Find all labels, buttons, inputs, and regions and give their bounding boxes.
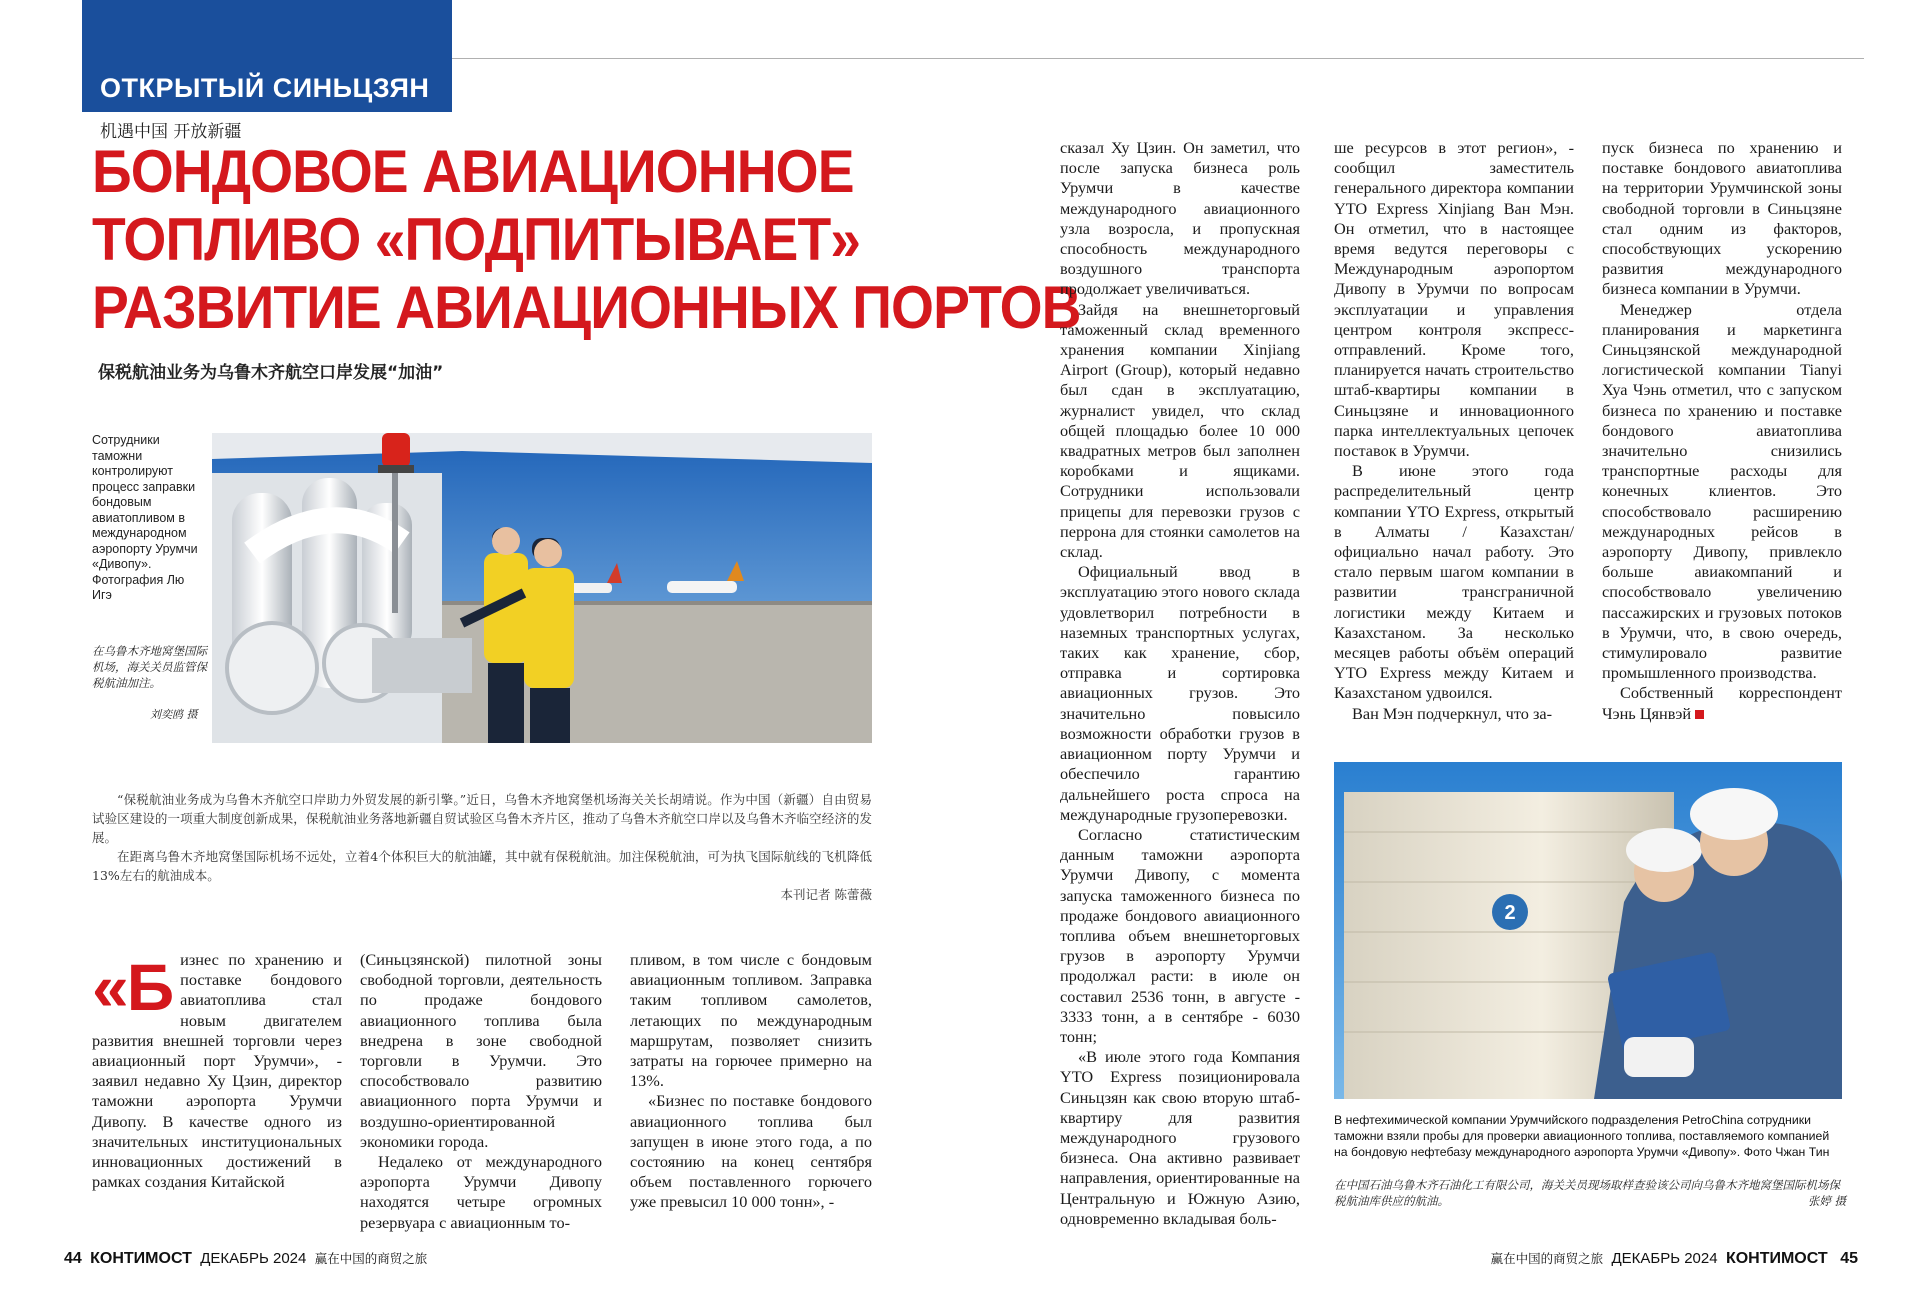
body-paragraph: пуск бизнеса по хранению и поставке бондового авиатоплива на территории Урумчинской зоны свободной торговли в Синьцзяне стал одним из факторов, способствующих ускорению развития международного бизнеса компании в Урумчи. bbox=[1602, 138, 1842, 299]
sampling-photo bbox=[1334, 762, 1842, 1099]
cn-lead-paragraph: “保税航油业务成为乌鲁木齐航空口岸助力外贸发展的新引擎。”近日，乌鲁木齐地窝堡机场海关关长胡靖说。作为中国（新疆）自由贸易试验区建设的一项重大制度创新成果，保税航油业务落地新疆自贸试验区乌鲁木齐片区，推动了乌鲁木齐航空口岸以及乌鲁木齐临空经济的发展。 bbox=[92, 792, 872, 845]
body-paragraph: Менеджер отдела планирования и маркетинга Синьцзянской международной логистической компании Tianyi Хуа Чэнь отметил, что с запуском бизнеса по хранению и поставке бондового авиатоплива значительно снизились транспортные расходы для конечных клиентов. Это способствовало расширению международных рейсов в аэропорту Дивопу, привлекло больше авиакомпаний и способствовало увеличению пассажирских и грузовых потоков в Урумчи, что, в свою очередь, стимулировало развитие промышленного производства. bbox=[1602, 299, 1842, 683]
photo1-credit-cn: 刘奕鸥 摄 bbox=[150, 708, 198, 721]
footer-slogan-cn: 赢在中国的商贸之旅 bbox=[1490, 1251, 1604, 1266]
photo1-caption: Сотрудники таможни контролируют процесс заправки бондовым авиатопливом в международном аэропорту Урумчи «Дивопу». Фотография Лю Игэ bbox=[92, 433, 198, 602]
end-mark-icon bbox=[1695, 710, 1704, 719]
magazine-brand: КОНТИМОСТ bbox=[90, 1250, 192, 1267]
body-paragraph: Недалеко от международного аэропорта Урумчи Дивопу находятся четыре огромных резервуара с авиационным то- bbox=[360, 1152, 602, 1232]
photo2-caption-cn-text: 在中国石油乌鲁木齐石油化工有限公司，海关关员现场取样查验该公司向乌鲁木齐地窝堡国际机场保税航油库供应的航油。 bbox=[1334, 1178, 1840, 1208]
cn-lead-paragraph: 在距离乌鲁木齐地窝堡国际机场不远处，立着4个体积巨大的航油罐，其中就有保税航油。加注保税航油，可为执飞国际航线的飞机降低13%左右的航油成本。 bbox=[92, 849, 872, 883]
page-number: 45 bbox=[1840, 1250, 1858, 1267]
author-signature bbox=[1602, 683, 1842, 723]
cn-tagline: 机遇中国 开放新疆 bbox=[100, 122, 242, 142]
title-line: БОНДОВОЕ АВИАЦИОННОЕ bbox=[92, 138, 854, 205]
body-paragraph: Официальный ввод в эксплуатацию этого нового склада удовлетворил потребности в наземных транспортных услугах, таких как хранение, сбор, отправка и сортировка авиационных грузов. Это значительно повысило возможности обработки грузов в авиационном порту Урумчи и обеспечило гарантию дальнейшего роста спроса на международные грузоперевозки. bbox=[1060, 562, 1300, 824]
author-name: Собственный корреспондент Чэнь Цянвэй bbox=[1602, 683, 1842, 723]
page-number: 44 bbox=[64, 1250, 82, 1267]
body-paragraph: Ван Мэн подчеркнул, что за- bbox=[1352, 703, 1553, 723]
body-paragraph: В июне этого года распределительный центр компании YTO Express, открытый в Алматы / Казахстан/ официально начал работу. Это стало первым шагом компании в развитии трансграничной логистики между Китаем и Казахстаном. За несколько месяцев работы объём операций YTO Express между Китаем и Казахстаном удвоился. bbox=[1334, 461, 1574, 703]
tank-number: 2 bbox=[1504, 902, 1516, 924]
body-paragraph: изнес по хранению и поставке бондового авиатоплива стал новым двигателем развития внешней торговли через авиационный порт Урумчи», - заявил недавно Ху Цзин, директор таможни аэропорта Урумчи Дивопу. В качестве одного из значительных институциональных инновационных достижений в рамках создания Китайской bbox=[92, 950, 342, 1192]
footer-right bbox=[1491, 1249, 1858, 1268]
photo2-caption: В нефтехимической компании Урумчийского подразделения PetroChina сотрудники таможни взяли пробы для проверки авиационного топлива, поставляемого компанией на бондовую нефтебазу международного аэропорта Урумчи «Дивопу». Фото Чжан Тин bbox=[1334, 1113, 1830, 1159]
photo2-credit-cn: 张婷 摄 bbox=[1807, 1194, 1846, 1208]
fueling-photo bbox=[212, 433, 872, 743]
title-line: РАЗВИТИЕ АВИАЦИОННЫХ ПОРТОВ bbox=[92, 274, 1081, 341]
body-paragraph: (Синьцзянской) пилотной зоны свободной торговли, деятельность по продаже бондового авиационного топлива была внедрена в зоне свободной торговли в Урумчи. Это способствовало развитию авиационного порта Урумчи и воздушно-ориентированной экономики города. bbox=[360, 950, 602, 1151]
body-paragraph: «В июле этого года Компания YTO Express позиционировала Синьцзян как свою вторую штаб-квартиру для развития международного грузового бизнеса. Она активно развивает направления, ориентированные на Центральную и Южную Азию, одновременно вкладывая боль- bbox=[1060, 1047, 1300, 1228]
dropcap: «Б bbox=[92, 950, 173, 1024]
top-rule bbox=[452, 58, 1864, 59]
issue-date: ДЕКАБРЬ 2024 bbox=[200, 1250, 307, 1267]
issue-date: ДЕКАБРЬ 2024 bbox=[1611, 1250, 1718, 1267]
body-paragraph: ше ресурсов в этот регион», - сообщил заместитель генерального директора компании YTO Express Xinjiang Ван Мэн. Он отметил, что в настоящее время ведутся переговоры с Международным аэропортом Дивопу в Урумчи по вопросам эксплуатации и управления центром контроля экспресс-отправлений. Кроме того, планируется начать строительство штаб-квартиры компании в Синьцзяне и инновационного парка интеллектуальных цепочек поставок в Урумчи. bbox=[1334, 138, 1574, 461]
article-title bbox=[92, 138, 1081, 342]
cn-lead-credit: 本刊记者 陈蕾薇 bbox=[780, 887, 872, 902]
magazine-brand: КОНТИМОСТ bbox=[1725, 1250, 1828, 1267]
photo2-caption-cn bbox=[1334, 1177, 1846, 1209]
body-paragraph: Зайдя на внешнеторговый таможенный склад временного хранения компании Xinjiang Airport (Group), который недавно был сдан в эксплуатацию, журналист увидел, что склад общей площадью более 10 000 квадратных метров был заполнен коробками и ящиками. Сотрудники использовали прицепы для перевозки грузов с перрона для стоянки самолетов на склад. bbox=[1060, 299, 1300, 562]
title-line: ТОПЛИВО «ПОДПИТЫВАЕТ» bbox=[92, 206, 861, 273]
footer-slogan-cn: 赢在中国的商贸之旅 bbox=[314, 1251, 428, 1266]
body-paragraph: «Бизнес по поставке бондового авиационного топлива был запущен в июне этого года, а по состоянию на конец сентября объем поставленного горючего уже превысил 10 000 тонн», - bbox=[630, 1091, 872, 1212]
body-paragraph: сказал Ху Цзин. Он заметил, что после запуска бизнеса роль Урумчи в качестве международного авиационного узла возросла, и пропускная способность международного воздушного транспорта продолжает увеличиваться. bbox=[1060, 138, 1300, 299]
section-label: ОТКРЫТЫЙ СИНЬЦЗЯН bbox=[100, 73, 430, 103]
body-paragraph: Согласно статистическим данным таможни аэропорта Урумчи Дивопу, с момента запуска таможенного бизнеса по продаже бондового авиационного топлива объем внешнеторговых грузов в аэропорту Урумчи продолжал расти: в июле он составил 2536 тонн, в августе - 3333 тонн, а в сентябре - 6030 тонн; bbox=[1060, 824, 1300, 1046]
body-column-6 bbox=[1602, 138, 1842, 724]
footer-left bbox=[64, 1249, 427, 1268]
body-column-1 bbox=[92, 950, 342, 1192]
photo1-caption-cn: 在乌鲁木齐地窝堡国际机场，海关关员监管保税航油加注。 bbox=[92, 644, 207, 690]
body-column-4 bbox=[1060, 138, 1300, 1229]
cn-lead bbox=[92, 790, 872, 904]
body-column-5 bbox=[1334, 138, 1574, 724]
body-column-3 bbox=[630, 950, 872, 1213]
body-column-2 bbox=[360, 950, 602, 1233]
cn-subtitle: 保税航油业务为乌鲁木齐航空口岸发展“加油” bbox=[98, 363, 444, 383]
body-paragraph: пливом, в том числе с бондовым авиационным топливом. Заправка таким топливом самолетов, летающих по международным маршрутам, позволяет снизить затраты на горючее примерно на 13%. bbox=[630, 950, 872, 1091]
